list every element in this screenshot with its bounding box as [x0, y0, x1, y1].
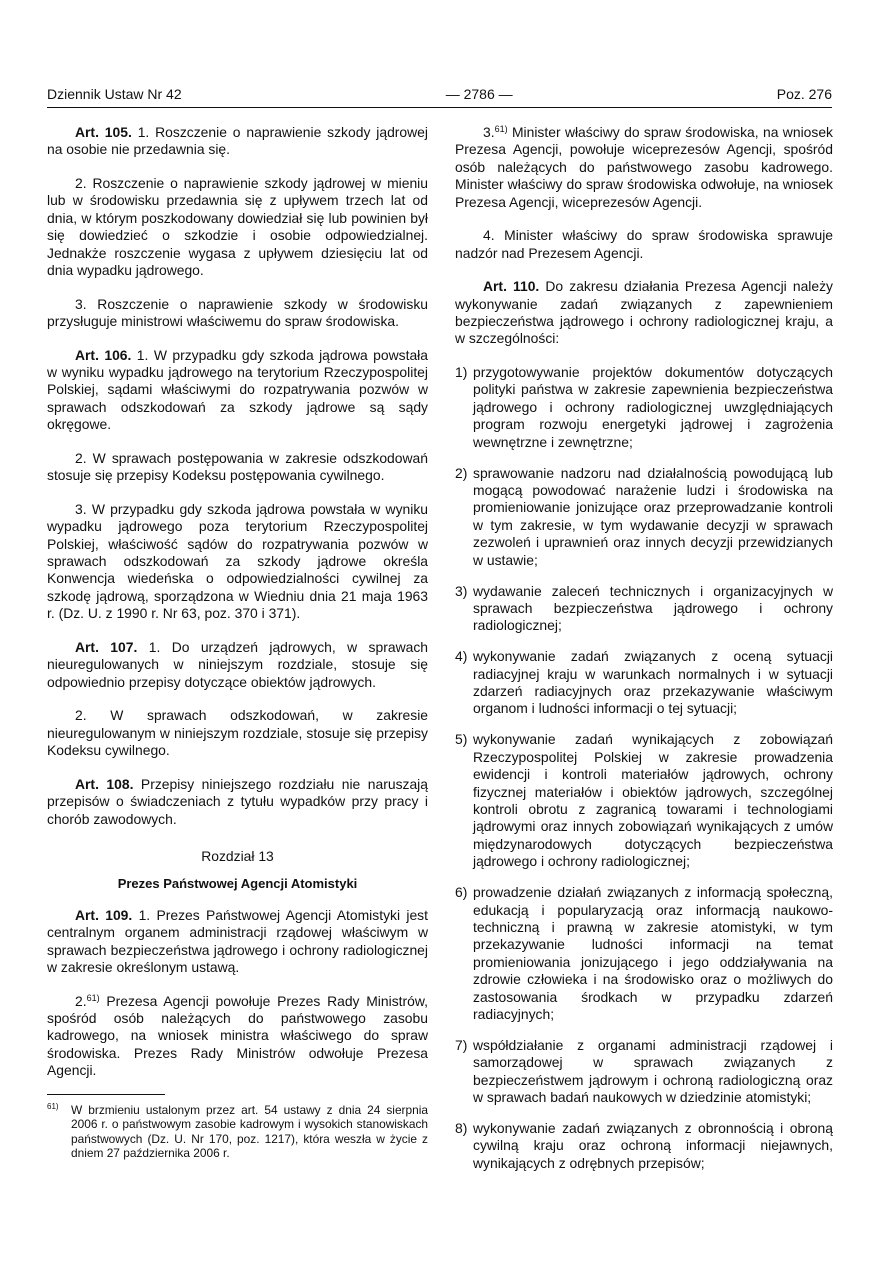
- point-number: 6): [455, 884, 468, 901]
- art110-intro-text: Do zakresu działania Prezesa Agencji należy wykonywanie zadań związanych z zapewnieniem bezpieczeństwa jądrowego i ochrony radiologicznej kraju, a w szczególności:: [455, 278, 833, 347]
- page-header: [47, 84, 832, 104]
- art110-intro: [455, 278, 833, 348]
- item-number: Poz. 276: [776, 86, 832, 102]
- page-number: — 2786 —: [445, 86, 513, 102]
- point-text: wykonywanie zadań związanych z obronnością i obroną cywilną kraju oraz ochroną informacji niejawnych, wynikających z odrębnych przepisów;: [473, 1119, 833, 1171]
- footnote-number: [47, 1103, 59, 1118]
- point-text: sprawowanie nadzoru nad działalnością powodującą lub mogącą powodować narażenie ludzi i środowiska na promieniowanie jonizujące oraz przeprowadzanie kontroli w tym zakresie, w tym wydawanie decyzji w sprawach zezwoleń i uprawnień oraz innych decyzji przewidzianych w ustawie;: [473, 464, 833, 568]
- art105-label: Art. 105.: [75, 124, 132, 140]
- art109-p2: [47, 993, 428, 1080]
- footnote-ref[interactable]: 61): [86, 992, 100, 1003]
- footnote-number-sup: 61): [47, 1101, 59, 1111]
- point-text: wykonywanie zadań związanych z oceną sytuacji radiacyjnej kraju w warunkach normalnych i w sytuacji zdarzeń radiacyjnych oraz przekazywanie właściwym organom i ludności informacji o tej sytuacji;: [473, 648, 833, 717]
- art106-p2: 2. W sprawach postępowania w zakresie odszkodowań stosuje się przepisy Kodeksu postępowania cywilnego.: [47, 449, 428, 484]
- art109-p2-num: 2.: [75, 992, 87, 1009]
- list-item: [455, 465, 833, 569]
- art108-p1-text: Przepisy niniejszego rozdziału nie naruszają przepisów o świadczeniach z tytułu wypadków przy pracy i chorób zawodowych.: [47, 775, 428, 827]
- point-number: 8): [455, 1119, 468, 1136]
- point-number: 1): [455, 364, 468, 381]
- footnote-ref[interactable]: 61): [494, 124, 508, 134]
- art109-p3-num: 3.: [483, 124, 495, 140]
- art105-p3: 3. Roszczenie o naprawienie szkody w środowisku przysługuje ministrowi właściwemu do spraw środowiska.: [47, 295, 428, 330]
- list-item: [455, 583, 833, 635]
- list-item: [455, 884, 833, 1023]
- point-number: 7): [455, 1036, 468, 1053]
- art106-label: Art. 106.: [75, 346, 132, 363]
- art109-p3-text: Minister właściwy do spraw środowiska, na wniosek Prezesa Agencji, powołuje wiceprezesów Agencji, spośród osób należących do państwowego zasobu kadrowego. Minister właściwy do spraw środowiska odwołuje, na wniosek Prezesa Agencji, wiceprezesów Agencji.: [455, 124, 833, 210]
- point-number: 3): [455, 582, 468, 599]
- journal-title: Dziennik Ustaw Nr 42: [47, 86, 182, 102]
- art105-p1-text: 1. Roszczenie o naprawienie szkody jądrowej na osobie nie przedawnia się.: [47, 124, 428, 158]
- art109-p2-text: Prezesa Agencji powołuje Prezes Rady Ministrów, spośród osób należących do państwowego zasobu kadrowego, na wniosek ministra właściwego do spraw środowiska. Prezes Rady Ministrów odwołuje Prezesa Agencji.: [47, 992, 428, 1079]
- point-number: 2): [455, 464, 468, 481]
- footnote-text: W brzmieniu ustalonym przez art. 54 ustawy z dnia 24 sierpnia 2006 r. o państwowym zasobie kadrowym i wysokich stanowiskach państwowych (Dz. U. Nr 170, poz. 1217), która weszła w życie z dniem 27 października 2006 r.: [71, 1102, 428, 1161]
- art109-p3: [455, 124, 833, 211]
- point-text: współdziałanie z organami administracji rządowej i samorządowej w sprawach związanych z bezpieczeństwem jądrowym i ochroną radiologiczną oraz w sprawach badań naukowych w dziedzinie atomistyki;: [473, 1036, 833, 1106]
- art108-p1: [47, 776, 428, 828]
- left-column: [47, 124, 428, 1161]
- list-item: [455, 1037, 833, 1107]
- list-item: [455, 364, 833, 451]
- point-text: wydawanie zaleceń technicznych i organizacyjnych w sprawach bezpieczeństwa jądrowego i ochrony radiologicznej;: [473, 582, 833, 634]
- art105-p2: 2. Roszczenie o naprawienie szkody jądrowej w mieniu lub w środowisku przedawnia się z upływem trzech lat od dnia, w którym poszkodowany dowiedział się lub powinien był się dowiedzieć o szkodzie i osobie odpowiedzialnej. Jednakże roszczenie wygasa z upływem dziesięciu lat od dnia wypadku jądrowego.: [47, 175, 428, 279]
- art106-p1-text: 1. W przypadku gdy szkoda jądrowa powstała w wyniku wypadku jądrowego na terytorium Rzeczypospolitej Polskiej, sądami właściwymi do rozpatrywania pozwów w sprawach odszkodowań za szkody jądrowe są sądy okręgowe.: [47, 346, 428, 433]
- art107-p1-text: 1. Do urządzeń jądrowych, w sprawach nieuregulowanych w niniejszym rozdziale, stosuje się odpowiednio przepisy dotyczące obiektów jądrowych.: [47, 638, 428, 690]
- art107-label: Art. 107.: [75, 638, 138, 655]
- art108-label: Art. 108.: [75, 775, 134, 792]
- right-column: [455, 124, 833, 1186]
- footnote: [47, 1103, 428, 1161]
- art106-p1: [47, 347, 428, 434]
- point-number: 5): [455, 731, 468, 748]
- header-rule: [47, 107, 832, 108]
- art107-p1: [47, 639, 428, 691]
- art109-label: Art. 109.: [75, 906, 133, 923]
- list-item: [455, 648, 833, 718]
- chapter-number: Rozdział 13: [201, 847, 274, 864]
- list-item: [455, 1120, 833, 1172]
- art109-p1-text: 1. Prezes Państwowej Agencji Atomistyki jest centralnym organem administracji rządowej właściwym w sprawach bezpieczeństwa jądrowego i ochrony radiologicznej w zakresie określonym ustawą.: [47, 906, 428, 975]
- footnote-rule: [47, 1094, 165, 1095]
- point-number: 4): [455, 648, 468, 665]
- chapter-title: Prezes Państwowej Agencji Atomistyki: [117, 876, 358, 892]
- list-item: [455, 731, 833, 870]
- art109-p4: 4. Minister właściwy do spraw środowiska sprawuje nadzór nad Prezesem Agencji.: [455, 227, 833, 261]
- art109-p1: [47, 907, 428, 977]
- point-text: prowadzenie działań związanych z informacją społeczną, edukacją i popularyzacją oraz informacją naukowo-techniczną i prawną w zakresie atomistyki, w tym przekazywanie ludności informacji na temat promieniowania jonizującego i jego oddziaływania na zdrowie człowieka i na środowisko oraz o możliwych do zastosowania środkach w przypadku zdarzeń radiacyjnych;: [473, 884, 833, 1022]
- point-text: przygotowywanie projektów dokumentów dotyczących polityki państwa w zakresie zapewnienia bezpieczeństwa jądrowego i ochrony radiologicznej uwzględniających program rozwoju energetyki jądrowej i zagrożenia wewnętrzne i zewnętrzne;: [473, 364, 833, 450]
- art110-points-list: [455, 364, 833, 1172]
- art110-label: Art. 110.: [483, 278, 540, 295]
- art106-p3: 3. W przypadku gdy szkoda jądrowa powstała w wyniku wypadku jądrowego poza terytorium Rzeczypospolitej Polskiej, właściwość sądów do rozpatrywania pozwów w sprawach odszkodowań za szkody jądrowe określa Konwencja wiedeńska o odpowiedzialności cywilnej za szkodę jądrową, sporządzona w Wiedniu dnia 21 maja 1963 r. (Dz. U. z 1990 r. Nr 63, poz. 370 i 371).: [47, 500, 428, 622]
- point-text: wykonywanie zadań wynikających z zobowiązań Rzeczypospolitej Polskiej w zakresie prowadzenia ewidencji i kontroli materiałów jądrowych, ochrony fizycznej materiałów i obiektów jądrowych, szczególnej kontroli obrotu z zagranicą towarami i technologiami jądrowymi oraz innych zobowiązań wynikających z umów międzynarodowych dotyczących bezpieczeństwa jądrowego i ochrony radiologicznej;: [473, 731, 833, 870]
- art107-p2: 2. W sprawach odszkodowań, w zakresie nieuregulowanym w niniejszym rozdziale, stosuje się przepisy Kodeksu cywilnego.: [47, 707, 428, 759]
- art105-p1: [47, 124, 428, 159]
